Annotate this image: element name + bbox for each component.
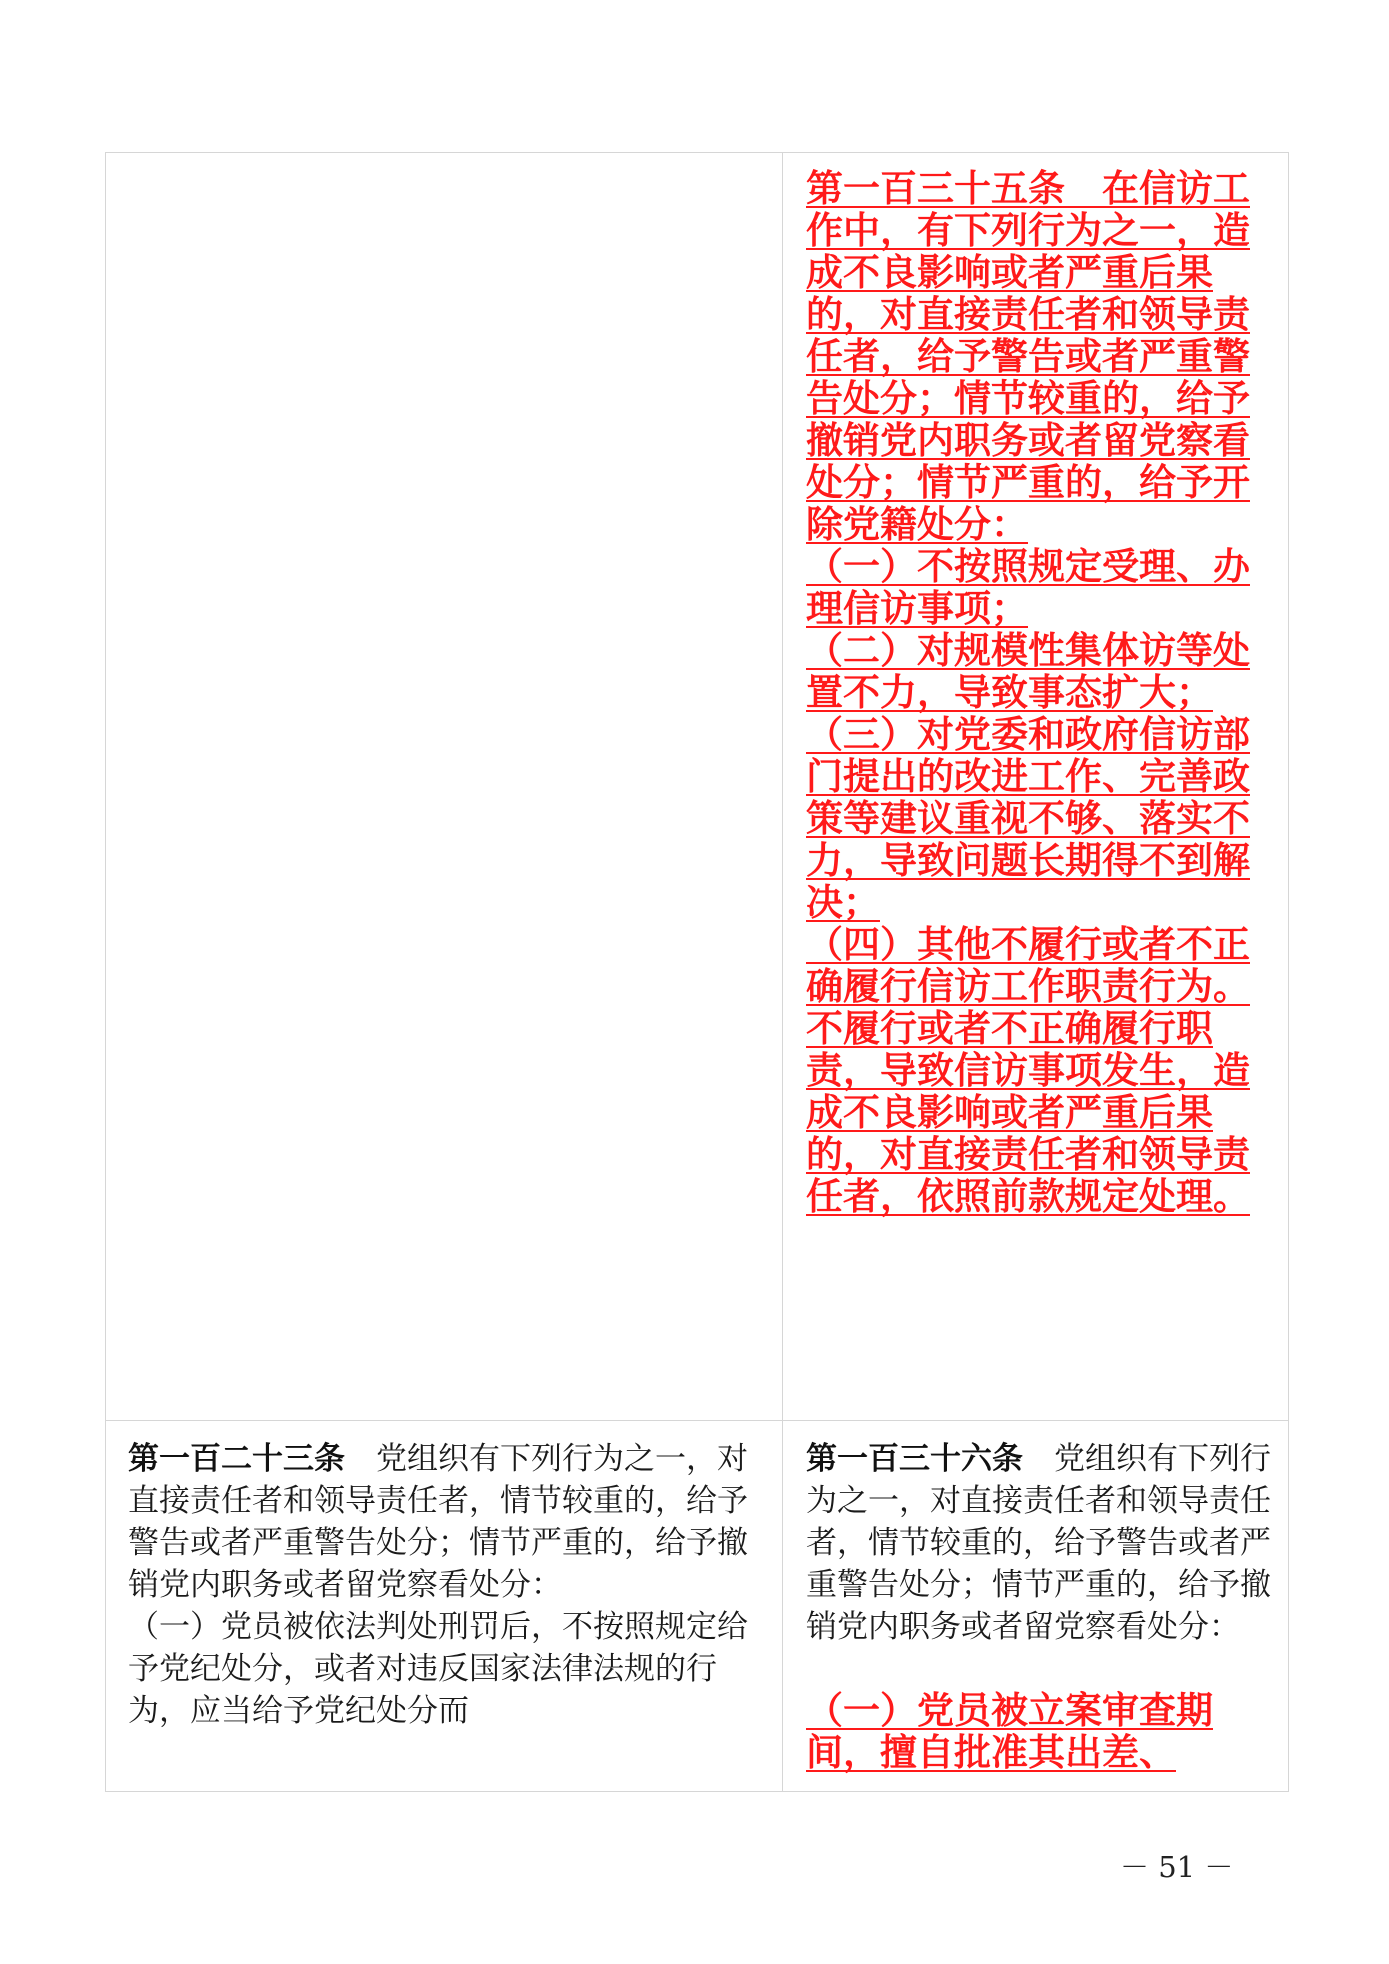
new-article-136-added-text: （一）党员被立案审查期间，擅自批准其出差、 — [806, 1689, 1213, 1774]
row-divider — [105, 1420, 1289, 1421]
new-article-136 — [806, 1438, 1276, 1648]
page-number: － 51 － — [1120, 1850, 1234, 1884]
new-article-136-body: 党组织有下列行为之一，对直接责任者和领导责任者，情节较重的，给予警告或者严重警告处分；情节严重的，给予撤销党内职务或者留党察看处分： — [806, 1441, 1271, 1645]
column-divider — [782, 152, 783, 1792]
new-article-135-text: 第一百三十五条 在信访工作中，有下列行为之一，造成不良影响或者严重后果的，对直接责任者和领导责任者，给予警告或者严重警告处分；情节较重的，给予撤销党内职务或者留党察看处分；情节严重的，给予开除党籍处分： （一）不按照规定受理、办理信访事项； （二）对规模性集体访等处置不力，导致事态扩大； （三）对党委和政府信访部门提出的改进工作、完善政策等建议重视不够、落实不力，导致问题长期得不到解决； （四）其他不履行或者不正确履行信访工作职责行为。 不履行或者不正确履行职责，导致信访事项发生，造成不良影响或者严重后果的，对直接责任者和领导责任者，依照前款规定处理。 — [806, 167, 1250, 1218]
old-article-123-heading: 第一百二十三条 — [128, 1441, 345, 1477]
old-article-123-body: 党组织有下列行为之一，对直接责任者和领导责任者，情节较重的，给予警告或者严重警告处分；情节严重的，给予撤销党内职务或者留党察看处分： （一）党员被依法判处刑罚后，不按照规定给予党纪处分，或者对违反国家法律法规的行为，应当给予党纪处分而 — [128, 1441, 748, 1729]
old-article-123 — [128, 1438, 768, 1732]
new-article-136-heading: 第一百三十六条 — [806, 1441, 1023, 1477]
